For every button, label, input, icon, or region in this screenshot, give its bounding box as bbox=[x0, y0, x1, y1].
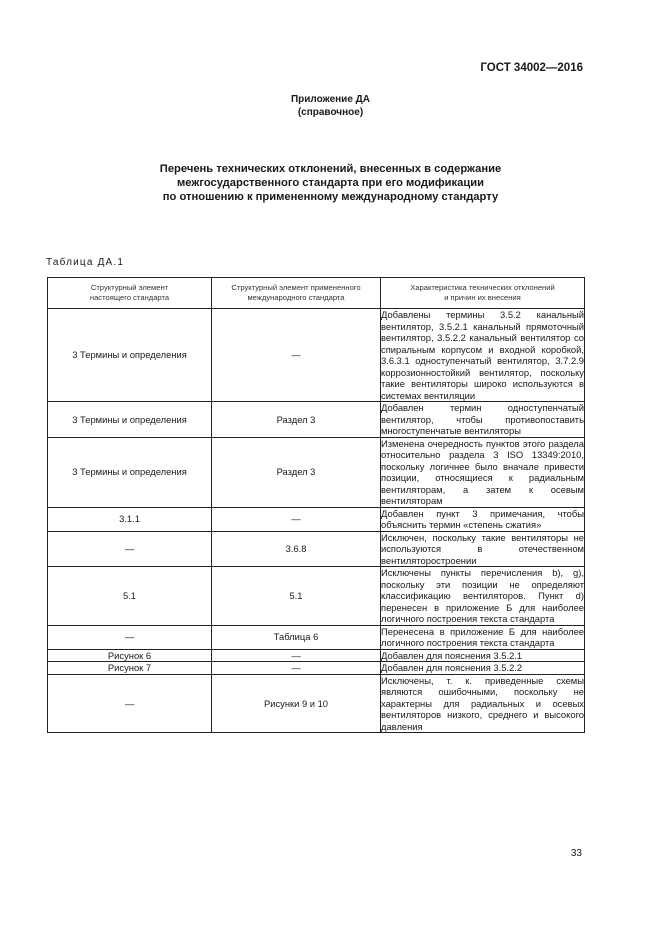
cell-description: Исключены, т. к. приведенные схемы являются ошибочными, поскольку не характерны для радиальных и осевых вентиляторов низкого, среднего и высокого давления bbox=[381, 674, 584, 732]
cell-international-element: — bbox=[212, 309, 381, 402]
cell-international-element: 5.1 bbox=[212, 567, 381, 626]
appendix-title: Приложение ДА bbox=[290, 94, 371, 105]
table-row bbox=[48, 309, 585, 402]
table-row bbox=[48, 649, 585, 662]
appendix-heading bbox=[0, 93, 661, 119]
header-cell-international-element bbox=[212, 278, 381, 309]
cell-international-element: — bbox=[212, 649, 381, 662]
header-text: международного стандарта bbox=[247, 293, 345, 302]
cell-current-element: — bbox=[48, 531, 212, 567]
document-code: ГОСТ 34002—2016 bbox=[480, 62, 583, 74]
cell-description: Перенесена в приложение Б для наиболее логичного построения текста стандарта bbox=[381, 625, 584, 648]
table-label: Таблица ДА.1 bbox=[46, 257, 125, 268]
header-text: Структурный элемент примененного bbox=[231, 283, 361, 292]
cell-current-element: 3 Термины и определения bbox=[48, 402, 212, 438]
cell-description: Добавлен пункт 3 примечания, чтобы объяснить термин «степень сжатия» bbox=[381, 507, 584, 530]
cell-current-element: 5.1 bbox=[48, 567, 212, 626]
cell-international-element: Рисунки 9 и 10 bbox=[212, 674, 381, 733]
heading-line-2: межгосударственного стандарта при его модификации bbox=[177, 177, 484, 189]
cell-description: Добавлен термин одноступенчатый вентилятор, чтобы противопоставить многоступенчатые вентиляторы bbox=[381, 402, 584, 436]
table-row bbox=[48, 402, 585, 438]
header-cell-current-element bbox=[48, 278, 212, 309]
cell-international-element: — bbox=[212, 507, 381, 531]
table-row bbox=[48, 507, 585, 531]
cell-international-element: 3.6.8 bbox=[212, 531, 381, 567]
heading-line-1: Перечень технических отклонений, внесенных в содержание bbox=[159, 163, 502, 175]
cell-international-element: Таблица 6 bbox=[212, 625, 381, 649]
table-row bbox=[48, 531, 585, 567]
header-text: настоящего стандарта bbox=[89, 293, 170, 302]
table-row bbox=[48, 674, 585, 733]
cell-current-element: 3.1.1 bbox=[48, 507, 212, 531]
cell-current-element: 3 Термины и определения bbox=[48, 437, 212, 507]
appendix-subtitle: (справочное) bbox=[297, 107, 364, 118]
cell-current-element: — bbox=[48, 674, 212, 733]
cell-international-element: Раздел 3 bbox=[212, 437, 381, 507]
cell-current-element: — bbox=[48, 625, 212, 649]
cell-current-element: 3 Термины и определения bbox=[48, 309, 212, 402]
cell-description: Добавлен для пояснения 3.5.2.1 bbox=[381, 649, 585, 662]
cell-current-element: Рисунок 6 bbox=[48, 649, 212, 662]
heading-line-3: по отношению к примененному международному стандарту bbox=[162, 191, 499, 203]
cell-description: Исключены пункты перечисления b), g), поскольку эти позиции не определяют классификацию вентиляторов. Пункт d) перенесен в приложение Б для наиболее логичного построения текста стандарта bbox=[381, 567, 584, 624]
table-row bbox=[48, 437, 585, 507]
page-number: 33 bbox=[570, 848, 582, 859]
cell-description: Исключен, поскольку такие вентиляторы не используются в отечественном вентиляторостроении bbox=[381, 531, 584, 566]
section-heading bbox=[0, 162, 661, 204]
table-row bbox=[48, 625, 585, 649]
table-row bbox=[48, 662, 585, 675]
header-cell-description bbox=[381, 278, 585, 309]
cell-description: Добавлен для пояснения 3.5.2.2 bbox=[381, 662, 585, 675]
cell-international-element: Раздел 3 bbox=[212, 402, 381, 438]
cell-description: Добавлены термины 3.5.2 канальный вентилятор, 3.5.2.1 канальный прямоточный вентилятор, 3.5.2.2 канальный вентилятор со спиральным корпусом и входной коробкой, 3.6.3.1 одноступенчатый вентилятор, 3.7.2.9 коррозионностойкий вентилятор, поскольку такие вентиляторы широко используются в системах вентиляции bbox=[381, 309, 584, 401]
cell-current-element: Рисунок 7 bbox=[48, 662, 212, 675]
header-text: и причин их внесения bbox=[444, 293, 521, 302]
cell-international-element: — bbox=[212, 662, 381, 675]
table-header-row bbox=[48, 278, 585, 309]
header-text: Характеристика технических отклонений bbox=[410, 283, 555, 292]
deviations-table bbox=[47, 277, 585, 733]
cell-description: Изменена очередность пунктов этого раздела относительно раздела 3 ISO 13349:2010, поскольку логичнее было вначале привести позиции, относящиеся к радиальным вентиляторам, а затем к осевым вентиляторам bbox=[381, 437, 584, 506]
table-row bbox=[48, 567, 585, 626]
header-text: Структурный элемент bbox=[90, 283, 169, 292]
